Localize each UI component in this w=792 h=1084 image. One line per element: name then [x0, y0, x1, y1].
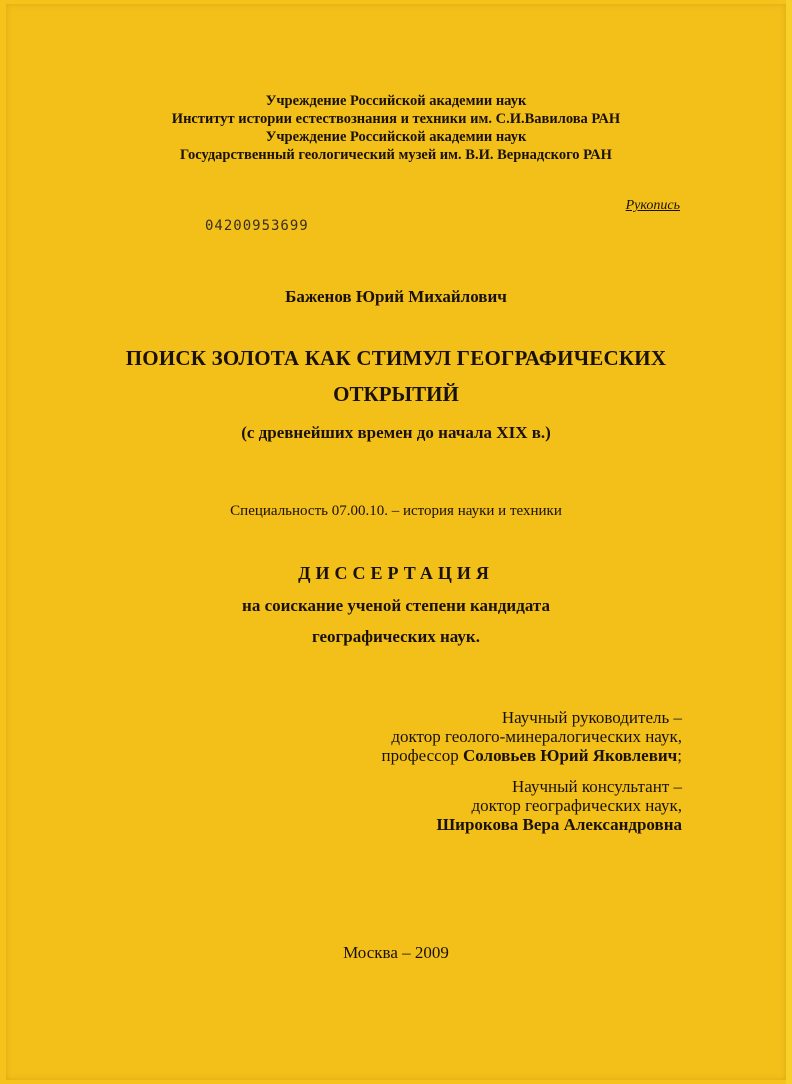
- degree-line-2: географических наук.: [312, 627, 480, 646]
- consultant-role: Научный консультант –: [512, 777, 682, 796]
- institution-line-2: Институт истории естествознания и техники им. С.И.Вавилова РАН: [171, 111, 621, 127]
- manuscript-label: Рукопись: [625, 198, 680, 213]
- specialty-line: Специальность 07.00.10. – история науки и техники: [230, 503, 562, 519]
- title-line-2: ОТКРЫТИЙ: [333, 382, 459, 406]
- institution-line-3: Учреждение Российской академии наук: [265, 129, 527, 145]
- supervisor-degree: доктор геолого-минералогических наук,: [391, 727, 682, 746]
- author-name: Баженов Юрий Михайлович: [285, 287, 507, 306]
- supervisor-name-line: [382, 746, 682, 766]
- supervisor-name: Соловьев Юрий Яковлевич: [462, 746, 678, 765]
- institution-line-4: Государственный геологический музей им. В.И. Вернадского РАН: [180, 147, 612, 163]
- supervisor-title: профессор: [381, 746, 459, 765]
- paper-sheet: [6, 4, 786, 1080]
- city-year: Москва – 2009: [343, 943, 449, 962]
- title-line-1: ПОИСК ЗОЛОТА КАК СТИМУЛ ГЕОГРАФИЧЕСКИХ: [125, 346, 667, 370]
- consultant-name: Широкова Вера Александровна: [436, 815, 682, 834]
- catalog-number: 04200953699: [205, 218, 309, 234]
- dissertation-heading: ДИССЕРТАЦИЯ: [298, 563, 494, 583]
- supervisor-suffix: ;: [677, 746, 682, 765]
- institution-line-1: Учреждение Российской академии наук: [265, 93, 527, 109]
- degree-line-1: на соискание ученой степени кандидата: [242, 596, 550, 615]
- consultant-degree: доктор географических наук,: [471, 796, 682, 815]
- supervisor-role: Научный руководитель –: [501, 708, 682, 727]
- title-subtitle: (с древнейших времен до начала XIX в.): [241, 423, 551, 442]
